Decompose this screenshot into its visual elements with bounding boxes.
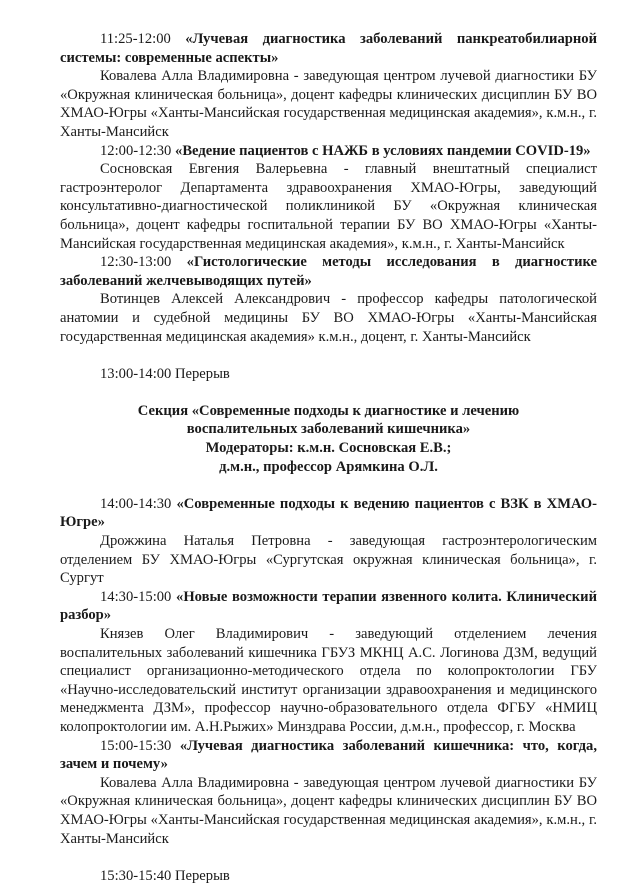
talk-time: 15:00-15:30	[100, 737, 172, 754]
talk-time: 12:00-12:30	[100, 142, 172, 159]
talk-speaker: Князев Олег Владимирович - заведующий отделением лечения воспалительных заболеваний кишечника ГБУЗ МКНЦ А.С. Логинова ДЗМ, ведущий специалист организационно-методического отдела по колопроктологии ГБУ «Научно-исследовательский институт организации здравоохранения и медицинского менеджмента ДЗМ», профессор научно-образовательного отдела ФГБУ «НМИЦ колопроктологии им. А.Н.Рыжих» Минздрава России, д.м.н., профессор, г. Москва	[60, 626, 597, 735]
talk-speaker: Ковалева Алла Владимировна - заведующая центром лучевой диагностики БУ «Окружная клиническая больница», доцент кафедры клинических дисциплин БУ ВО ХМАО-Югры «Ханты-Мансийская государственная медицинская академия», к.м.н., г. Ханты-Мансийск	[60, 68, 597, 140]
talk-speaker: Сосновская Евгения Валерьевна - главный внештатный специалист гастроэнтеролог Департамента здравоохранения ХМАО-Югры, заведующий консультативно-диагностической поликлиникой БУ «Окружная клиническая больница», доцент кафедры госпитальной терапии БУ ВО ХМАО-Югры «Ханты-Мансийская государственная медицинская академия», к.м.н., г. Ханты-Мансийск	[60, 161, 597, 252]
break-line: 15:30-15:40 Перерыв	[100, 867, 230, 884]
talk-title: «Лучевая диагностика заболеваний панкреатобилиарной системы: современные аспекты»	[60, 31, 597, 66]
section-moderators-line1: Модераторы: к.м.н. Сосновская Е.В.;	[205, 440, 452, 457]
spacer	[60, 346, 597, 365]
talk-heading	[60, 495, 597, 532]
talk	[60, 495, 597, 588]
talk-title: «Современные подходы к ведению пациентов с ВЗК в ХМАО-Югре»	[60, 495, 597, 531]
talk-heading	[60, 588, 597, 625]
talk-speaker: Дрожжина Наталья Петровна - заведующая гастроэнтерологическим отделением БУ ХМАО-Югры «Сургутская окружная клиническая больница», г. Сургут	[60, 533, 597, 587]
talk-title: «Ведение пациентов с НАЖБ в условиях пандемии COVID-19»	[175, 142, 591, 159]
talk-time: 14:30-15:00	[100, 588, 172, 605]
talk-speaker: Вотинцев Алексей Александрович - профессор кафедры патологической анатомии и судебной медицины БУ ВО ХМАО-Югры «Ханты-Мансийская государственная медицинская академия» к.м.н., доцент, г. Ханты-Мансийск	[60, 291, 597, 345]
talk	[60, 30, 597, 142]
talk	[60, 588, 597, 737]
talk-heading	[60, 142, 597, 161]
spacer	[60, 848, 597, 867]
talk-time: 12:30-13:00	[100, 254, 172, 271]
talk-title: «Гистологические методы исследования в диагностике заболеваний желчевыводящих путей»	[60, 254, 598, 289]
section-header	[60, 402, 597, 476]
section-title-line2: воспалительных заболеваний кишечника»	[186, 421, 471, 438]
talk-heading	[60, 30, 597, 67]
talk	[60, 737, 597, 849]
break-line: 13:00-14:00 Перерыв	[100, 365, 230, 382]
talk-title: «Лучевая диагностика заболеваний кишечника: что, когда, зачем и почему»	[60, 737, 597, 773]
section-moderators-line2: д.м.н., профессор Арямкина О.Л.	[219, 458, 438, 475]
spacer	[60, 476, 597, 495]
program-page	[60, 30, 597, 885]
talk	[60, 142, 597, 254]
talk-time: 11:25-12:00	[100, 31, 171, 47]
talk-heading	[60, 253, 597, 290]
talk-heading	[60, 737, 597, 774]
talk	[60, 253, 597, 346]
talk-title: «Новые возможности терапии язвенного колита. Клинический разбор»	[60, 588, 598, 624]
talk-time: 14:00-14:30	[100, 495, 172, 512]
spacer	[60, 383, 597, 402]
section-title-line1: Секция «Современные подходы к диагностике и лечению	[137, 402, 520, 419]
talk-speaker: Ковалева Алла Владимировна - заведующая центром лучевой диагностики БУ «Окружная клиническая больница», доцент кафедры клинических дисциплин БУ ВО ХМАО-Югры «Ханты-Мансийская государственная медицинская академия», к.м.н., г. Ханты-Мансийск	[60, 774, 597, 847]
